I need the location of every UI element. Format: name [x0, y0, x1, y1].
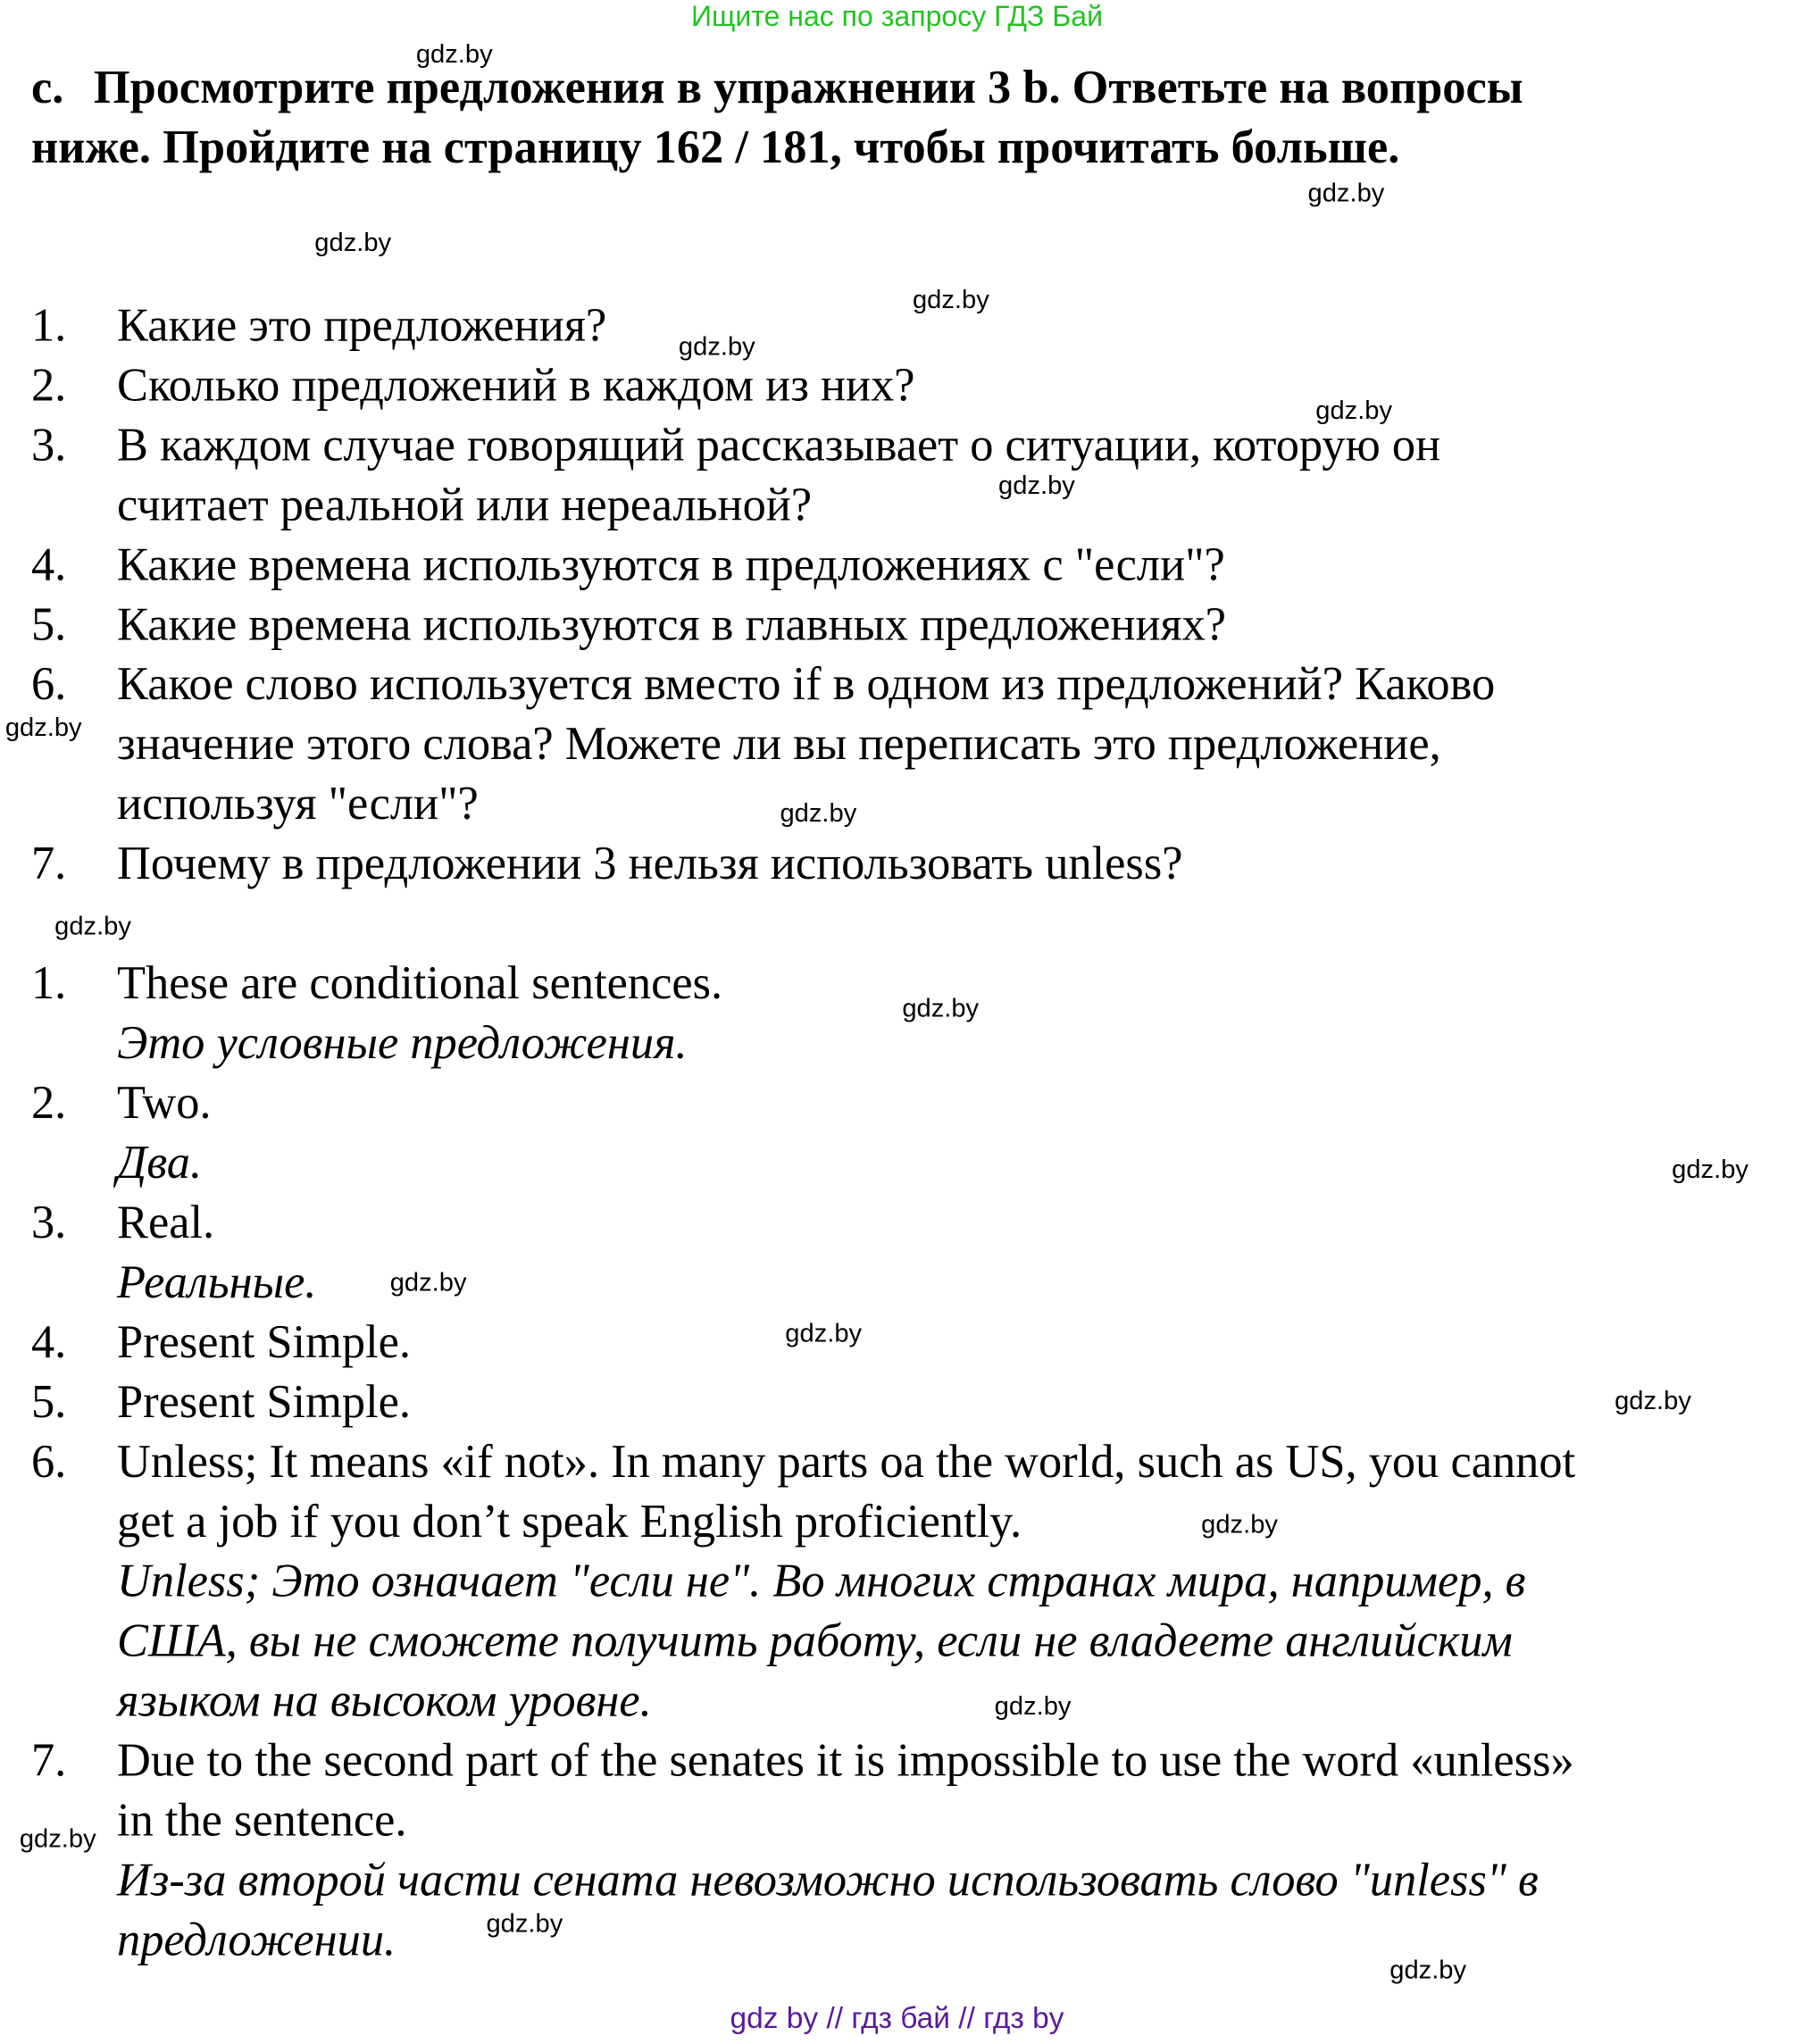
watermark-text: gdz.by [902, 994, 980, 1023]
watermark-text: gdz.by [998, 471, 1075, 501]
question-text: Какие времена используются в предложениях с "если"? [117, 538, 1225, 590]
question-text: считает реальной или нереальной? [117, 478, 813, 530]
answer-translation: предложении. [117, 1913, 396, 1966]
question-text: Какие это предложения? [117, 298, 607, 352]
watermark-text: gdz.by [678, 332, 755, 362]
watermark-text: gdz.by [912, 286, 989, 315]
question-number: 1. [30, 298, 67, 352]
answer-number: 1. [30, 956, 67, 1009]
watermark-text: gdz.by [4, 713, 82, 743]
watermark-text: gdz.by [314, 229, 392, 258]
exercise-title-line-2: ниже. Пройдите на страницу 162 / 181, чтобы прочитать больше. [30, 121, 1400, 173]
answer-number: 2. [30, 1076, 67, 1129]
watermark-text: gdz.by [1315, 396, 1393, 426]
watermark-text: gdz.by [54, 912, 131, 941]
answer-text: in the sentence. [117, 1794, 407, 1847]
watermark-text: gdz.by [415, 40, 493, 70]
search-banner: Ищите нас по запросу ГДЗ Бай [690, 0, 1103, 33]
answer-number: 5. [30, 1375, 67, 1428]
footer-links: gdz by // гдз бай // гдз by [730, 2000, 1064, 2035]
answer-translation: США, вы не сможете получить работу, если не владеете английским [117, 1614, 1513, 1667]
answer-translation: Unless; Это означает "если не". Во многих странах мира, например, в [117, 1555, 1526, 1607]
watermark-text: gdz.by [389, 1268, 467, 1297]
exercise-letter: c. [30, 61, 64, 113]
answer-number: 6. [30, 1435, 67, 1488]
question-text: В каждом случае говорящий рассказывает о ситуации, которую он [117, 418, 1441, 471]
answer-number: 7. [30, 1734, 67, 1787]
exercise-title-line-1: Просмотрите предложения в упражнении 3 b. Ответьте на вопросы [93, 61, 1523, 113]
answer-text: get a job if you don’t speak English proficiently. [117, 1495, 1022, 1548]
question-text: Сколько предложений в каждом из них? [117, 358, 915, 412]
answer-text: Real. [117, 1196, 215, 1248]
answer-number: 4. [30, 1315, 67, 1368]
question-number: 7. [30, 837, 67, 889]
watermark-text: gdz.by [1672, 1155, 1748, 1185]
question-text: Какое слово используется вместо if в одном из предложений? Каково [117, 657, 1496, 710]
answer-text: Present Simple. [117, 1315, 412, 1368]
answer-translation: Два. [117, 1136, 203, 1189]
answer-translation: Это условные предложения. [117, 1016, 688, 1069]
watermark-text: gdz.by [1615, 1387, 1691, 1416]
answer-translation: Из-за второй части сената невозможно использовать слово "unless" в [117, 1853, 1539, 1906]
answer-translation: Реальные. [117, 1256, 317, 1308]
answer-text: Due to the second part of the senates it is impossible to use the word «unless» [117, 1734, 1574, 1787]
question-number: 4. [30, 538, 67, 590]
answer-text: Unless; It means «if not». In many parts oa the world, such as US, you cannot [117, 1435, 1576, 1488]
watermark-text: gdz.by [19, 1824, 96, 1854]
question-number: 2. [30, 358, 67, 412]
watermark-text: gdz.by [486, 1909, 563, 1939]
question-text: Почему в предложении 3 нельзя использовать unless? [117, 837, 1183, 889]
question-number: 5. [30, 597, 67, 650]
answer-text: These are conditional sentences. [117, 956, 723, 1009]
answer-translation: языком на высоком уровне. [117, 1674, 652, 1727]
watermark-text: gdz.by [1201, 1510, 1278, 1539]
watermark-text: gdz.by [780, 799, 857, 829]
question-number: 3. [30, 418, 67, 471]
answer-text: Two. [117, 1076, 212, 1129]
watermark-text: gdz.by [994, 1692, 1072, 1722]
answer-number: 3. [30, 1196, 67, 1248]
answer-text: Present Simple. [117, 1375, 412, 1428]
question-text: используя "если"? [117, 777, 479, 830]
question-text: Какие времена используются в главных предложениях? [117, 597, 1227, 650]
watermark-text: gdz.by [1389, 1956, 1467, 1986]
watermark-text: gdz.by [1307, 179, 1385, 208]
question-text: значение этого слова? Можете ли вы переписать это предложение, [117, 717, 1441, 770]
question-number: 6. [30, 657, 67, 710]
watermark-text: gdz.by [785, 1319, 863, 1348]
